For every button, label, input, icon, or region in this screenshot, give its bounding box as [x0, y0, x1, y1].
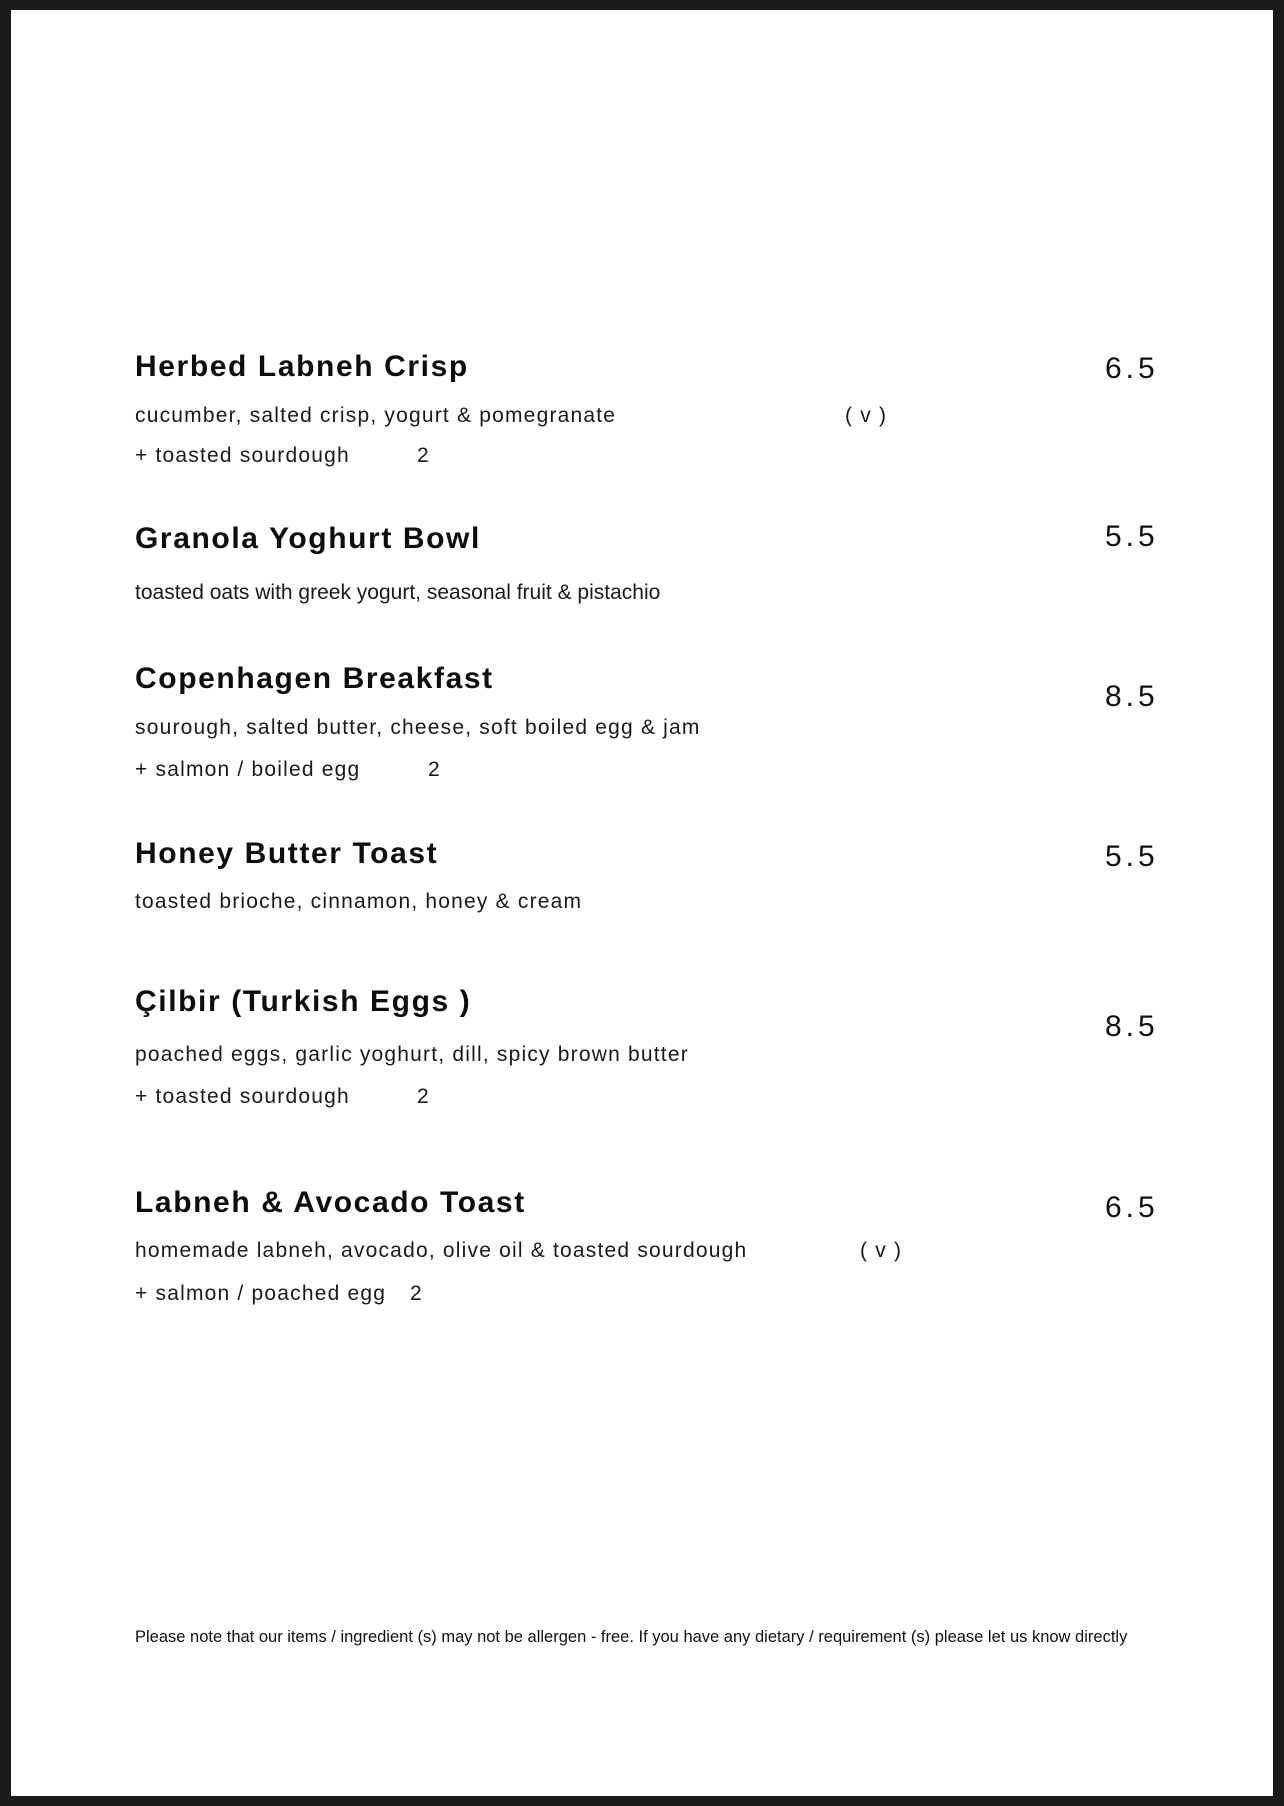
menu-item-title: Herbed Labneh Crisp — [135, 350, 469, 383]
menu-item-title: Copenhagen Breakfast — [135, 662, 494, 695]
menu-item-description: sourough, salted butter, cheese, soft boiled egg & jam — [135, 716, 701, 739]
menu-item-description: toasted oats with greek yogurt, seasonal fruit & pistachio — [135, 581, 661, 604]
menu-page — [11, 10, 1273, 1796]
menu-item-price: 5.5 — [1105, 520, 1159, 553]
menu-item-description: toasted brioche, cinnamon, honey & cream — [135, 890, 583, 913]
menu-item-addon-price: 2 — [417, 444, 430, 467]
menu-item-addon: + salmon / poached egg — [135, 1282, 387, 1305]
menu-item-addon: + toasted sourdough — [135, 444, 350, 467]
menu-item-title: Granola Yoghurt Bowl — [135, 522, 481, 555]
menu-item-description: cucumber, salted crisp, yogurt & pomegranate — [135, 404, 617, 427]
menu-item-price: 6.5 — [1105, 1191, 1159, 1224]
menu-item-title: Labneh & Avocado Toast — [135, 1186, 526, 1219]
menu-item-price: 6.5 — [1105, 352, 1159, 385]
vegetarian-tag: ( v ) — [845, 404, 888, 427]
menu-item-price: 8.5 — [1105, 680, 1159, 713]
menu-item-title: Honey Butter Toast — [135, 837, 439, 870]
menu-item-addon-price: 2 — [417, 1085, 430, 1108]
menu-item-addon-price: 2 — [410, 1282, 423, 1305]
menu-item-price: 8.5 — [1105, 1010, 1159, 1043]
allergen-note: Please note that our items / ingredient (s) may not be allergen - free. If you have any dietary / requirement (s) please let us know directly — [135, 1628, 1128, 1646]
vegetarian-tag: ( v ) — [860, 1239, 903, 1262]
menu-item-title: Çilbir (Turkish Eggs ) — [135, 985, 472, 1018]
menu-item-description: poached eggs, garlic yoghurt, dill, spicy brown butter — [135, 1043, 689, 1066]
menu-item-description: homemade labneh, avocado, olive oil & toasted sourdough — [135, 1239, 748, 1262]
menu-item-price: 5.5 — [1105, 840, 1159, 873]
menu-item-addon-price: 2 — [428, 758, 441, 781]
menu-item-addon: + toasted sourdough — [135, 1085, 350, 1108]
menu-item-addon: + salmon / boiled egg — [135, 758, 361, 781]
